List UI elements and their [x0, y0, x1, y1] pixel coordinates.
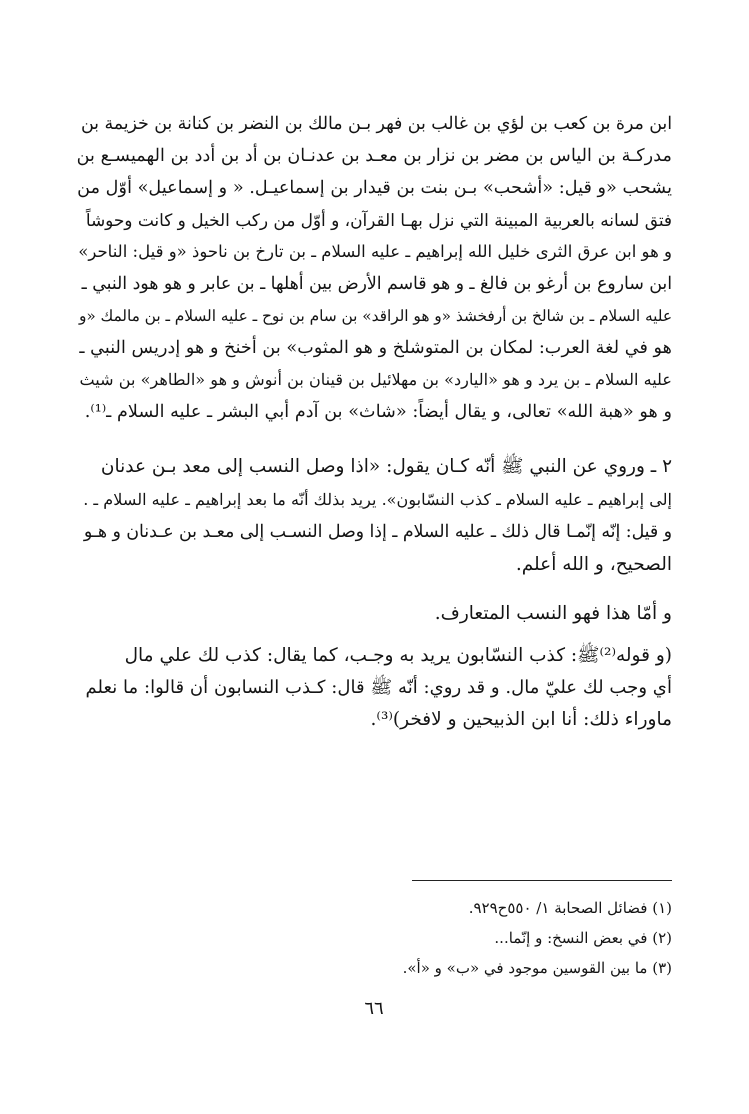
text-line: ابن مرة بن كعب بن لؤي بن غالب بن فهر بـن مالك بن النضر بن كنانة بن خزيمة بن [80, 114, 672, 134]
paragraph-lineage [76, 108, 672, 428]
text-line: هو في لغة العرب: لمكان بن المتوشلخ و هو المثوب» بن أخنخ و هو إدريس النبي ـ [79, 338, 672, 358]
paragraph-note [76, 598, 672, 630]
text-line: و هو ابن عرق الثرى خليل الله إبراهيم ـ عليه السلام ـ بن تارخ بن ناحوذ «و قيل: الناحر» [78, 242, 672, 261]
footnote: (٢) في بعض النسخ: و إنّما... [494, 929, 672, 947]
footnote: (٣) ما بين القوسين موجود في «ب» و «أ». [402, 959, 672, 977]
paragraph-hadith [76, 451, 672, 581]
text-line: و أمّا هذا فهو النسب المتعارف. [434, 603, 672, 624]
text-line: فتق لسانه بالعربية المبينة التي نزل بهـا القرآن، و أوّل من ركب الخيل و كانت وحوشاً [85, 210, 672, 230]
footnote: (١) فضائل الصحابة ١/ ٥٥٠ح٩٢٩. [468, 899, 672, 917]
text-line: (و قوله⁽²⁾ﷺ: كذب النسّابون يريد به وجـب، كما يقال: كذب لك علي مال [124, 645, 672, 666]
footnotes [300, 893, 672, 983]
text-line: الصحيح، و الله أعلم. [515, 553, 672, 575]
text-line: ابن ساروع بن أرغو بن فالغ ـ و هو قاسم الأرض بين أهلها ـ بن عابر و هو هود النبي ـ [81, 274, 672, 294]
paragraph-commentary [76, 640, 672, 736]
text-line: إلى إبراهيم ـ عليه السلام ـ كذب النسّابون». يريد بذلك أنّه ما بعد إبراهيم ـ عليه السلام ـ . [83, 489, 672, 509]
text-line: يشحب «و قيل: «أشحب» بـن بنت بن قيدار بن إسماعيـل. « و إسماعيل» أوّل من [77, 178, 672, 198]
text-line: عليه السلام ـ بن شالخ بن أرفخشذ «و هو الراقد» بن سام بن نوح ـ عليه السلام ـ بن مالمك «و [78, 307, 672, 325]
footnote-divider [412, 880, 672, 881]
text-line: ماوراء ذلك: أنا ابن الذبيحين و لافخر)⁽³⁾. [370, 709, 672, 730]
text-line: ٢ ـ وروي عن النبي ﷺ أنّه كـان يقول: «اذا وصل النسب إلى معد بـن عدنان [100, 456, 672, 477]
text-line: و قيل: إنّه إنّمـا قال ذلك ـ عليه السلام ـ إذا وصل النسـب إلى معـد بن عـدنان و هـو [83, 522, 672, 542]
text-line: أي وجب لك عليّ مال. و قد روي: أنّه ﷺ قال: كـذب النسابون أن قالوا: ما نعلم [85, 677, 672, 698]
text-line: و هو «هبة الله» تعالى، و يقال أيضاً: «شاث» بن آدم أبي البشر ـ عليه السلام ـ⁽¹⁾. [84, 402, 672, 422]
text-line: عليه السلام ـ بن يرد و هو «اليارد» بن مهلائيل بن قينان بن أنوش و هو «الطاهر» بن شيث [79, 370, 672, 389]
text-line: مدركـة بن الياس بن مضر بن نزار بن معـد بن عدنـان بن أد بن أدد بن الهميسـع بن [76, 146, 672, 166]
page-number: ٦٦ [364, 998, 384, 1019]
